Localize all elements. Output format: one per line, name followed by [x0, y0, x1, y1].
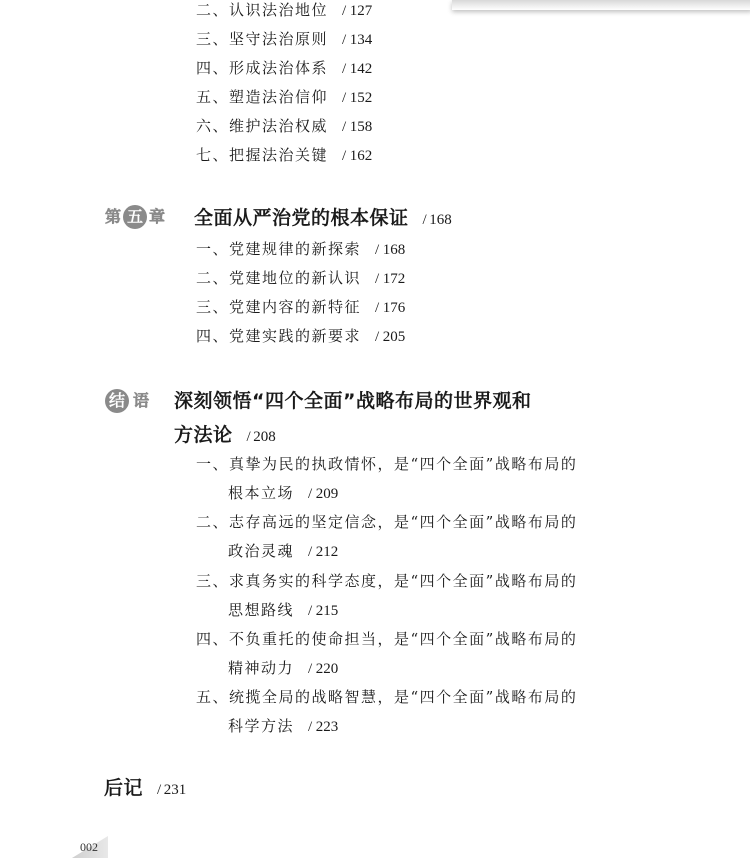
toc-entry-page: 127 — [349, 3, 373, 19]
page-slash: / — [308, 719, 314, 735]
toc-entry[interactable] — [196, 29, 372, 50]
toc-entry-page: 209 — [315, 486, 339, 502]
chapter-title-text: 全面从严治党的根本保证 — [194, 207, 409, 229]
toc-entry-line1[interactable] — [196, 571, 577, 591]
toc-entry-line2[interactable] — [228, 600, 338, 621]
toc-entry-label: 思想路线 — [228, 601, 295, 619]
page-slash: / — [342, 3, 348, 19]
toc-entry-label: 四、不负重托的使命担当，是“四个全面”战略布局的 — [196, 630, 578, 648]
page-slash: / — [308, 544, 314, 560]
toc-entry-label: 四、形成法治体系 — [196, 59, 329, 77]
toc-entry-label: 七、把握法治关键 — [196, 146, 329, 164]
conclusion-title-page: 208 — [253, 429, 276, 445]
page-slash: / — [375, 242, 381, 258]
toc-entry-label: 三、党建内容的新特征 — [196, 298, 362, 316]
chapter-badge-number: 五 — [123, 205, 147, 229]
toc-entry-label: 五、塑造法治信仰 — [196, 88, 329, 106]
toc-entry[interactable] — [196, 58, 372, 79]
page-slash: / — [157, 782, 162, 798]
toc-entry-line1[interactable] — [196, 454, 577, 474]
toc-entry-label: 五、统揽全局的战略智慧，是“四个全面”战略布局的 — [196, 688, 578, 706]
toc-entry[interactable] — [196, 116, 372, 137]
conclusion-badge-char: 语 — [133, 391, 150, 410]
toc-entry-page: 162 — [349, 148, 373, 164]
toc-entry-label: 二、党建地位的新认识 — [196, 269, 362, 287]
toc-entry-line1[interactable] — [196, 629, 577, 649]
toc-entry-label: 根本立场 — [228, 484, 295, 502]
page-slash: / — [308, 603, 314, 619]
toc-entry-page: 215 — [315, 603, 339, 619]
toc-entry-page: 152 — [349, 90, 373, 106]
conclusion-badge — [104, 388, 150, 414]
toc-entry[interactable] — [196, 145, 372, 166]
conclusion-title-line2[interactable] — [174, 423, 276, 449]
page-slash: / — [342, 32, 348, 48]
toc-entry-line1[interactable] — [196, 687, 577, 707]
toc-entry-page: 176 — [382, 300, 406, 316]
toc-entry-label: 二、志存高远的坚定信念，是“四个全面”战略布局的 — [196, 513, 578, 531]
page-slash: / — [342, 90, 348, 106]
toc-entry-page: 205 — [382, 329, 406, 345]
toc-entry[interactable] — [196, 326, 405, 347]
toc-entry-page: 223 — [315, 719, 339, 735]
page-slash: / — [308, 486, 314, 502]
conclusion-title-text: 方法论 — [174, 424, 233, 446]
toc-entry-line1[interactable] — [196, 512, 577, 532]
toc-entry-label: 一、真挚为民的执政情怀，是“四个全面”战略布局的 — [196, 455, 578, 473]
page-slash: / — [308, 661, 314, 677]
toc-entry-label: 一、党建规律的新探索 — [196, 240, 362, 258]
page-slash: / — [342, 119, 348, 135]
toc-entry[interactable] — [196, 87, 372, 108]
toc-entry-page: 172 — [382, 271, 406, 287]
afterword-title[interactable] — [104, 776, 186, 802]
page-slash: / — [375, 329, 381, 345]
toc-entry[interactable] — [196, 239, 405, 260]
toc-entry-label: 三、求真务实的科学态度，是“四个全面”战略布局的 — [196, 572, 578, 590]
toc-entry-line2[interactable] — [228, 658, 338, 679]
toc-entry-line2[interactable] — [228, 483, 338, 504]
chapter-title[interactable] — [194, 206, 452, 232]
page-slash: / — [375, 300, 381, 316]
toc-entry-page: 142 — [349, 61, 373, 77]
page-slash: / — [375, 271, 381, 287]
chapter-title-page: 168 — [429, 212, 452, 228]
toc-entry-page: 134 — [349, 32, 373, 48]
toc-entry-label: 科学方法 — [228, 717, 295, 735]
conclusion-title-text: 深刻领悟“四个全面”战略布局的世界观和 — [174, 390, 532, 412]
toc-entry-page: 158 — [349, 119, 373, 135]
page-number: 002 — [80, 840, 98, 854]
toc-entry-label: 六、维护法治权威 — [196, 117, 329, 135]
conclusion-title-line1[interactable] — [174, 389, 531, 413]
page-slash: / — [246, 429, 252, 445]
page-slash: / — [342, 148, 348, 164]
toc-entry-page: 168 — [382, 242, 406, 258]
page-slash: / — [422, 212, 428, 228]
toc-entry-label: 政治灵魂 — [228, 542, 295, 560]
chapter-badge-prefix: 第 — [105, 207, 122, 226]
toc-entry-page: 220 — [315, 661, 339, 677]
afterword-page: 231 — [163, 782, 187, 798]
toc-entry-label: 四、党建实践的新要求 — [196, 327, 362, 345]
toc-entry[interactable] — [196, 297, 405, 318]
toc-entry-label: 三、坚守法治原则 — [196, 30, 329, 48]
chapter-badge — [104, 204, 166, 230]
conclusion-badge-char: 结 — [105, 389, 129, 413]
adjacent-page-edge — [452, 0, 750, 10]
toc-entry-label: 精神动力 — [228, 659, 295, 677]
toc-entry-page: 212 — [315, 544, 339, 560]
toc-entry[interactable] — [196, 0, 372, 21]
toc-entry-label: 二、认识法治地位 — [196, 1, 329, 19]
toc-entry-line2[interactable] — [228, 541, 338, 562]
toc-entry[interactable] — [196, 268, 405, 289]
afterword-title-text: 后记 — [104, 777, 144, 799]
page-slash: / — [342, 61, 348, 77]
chapter-badge-suffix: 章 — [149, 207, 166, 226]
toc-entry-line2[interactable] — [228, 716, 338, 737]
